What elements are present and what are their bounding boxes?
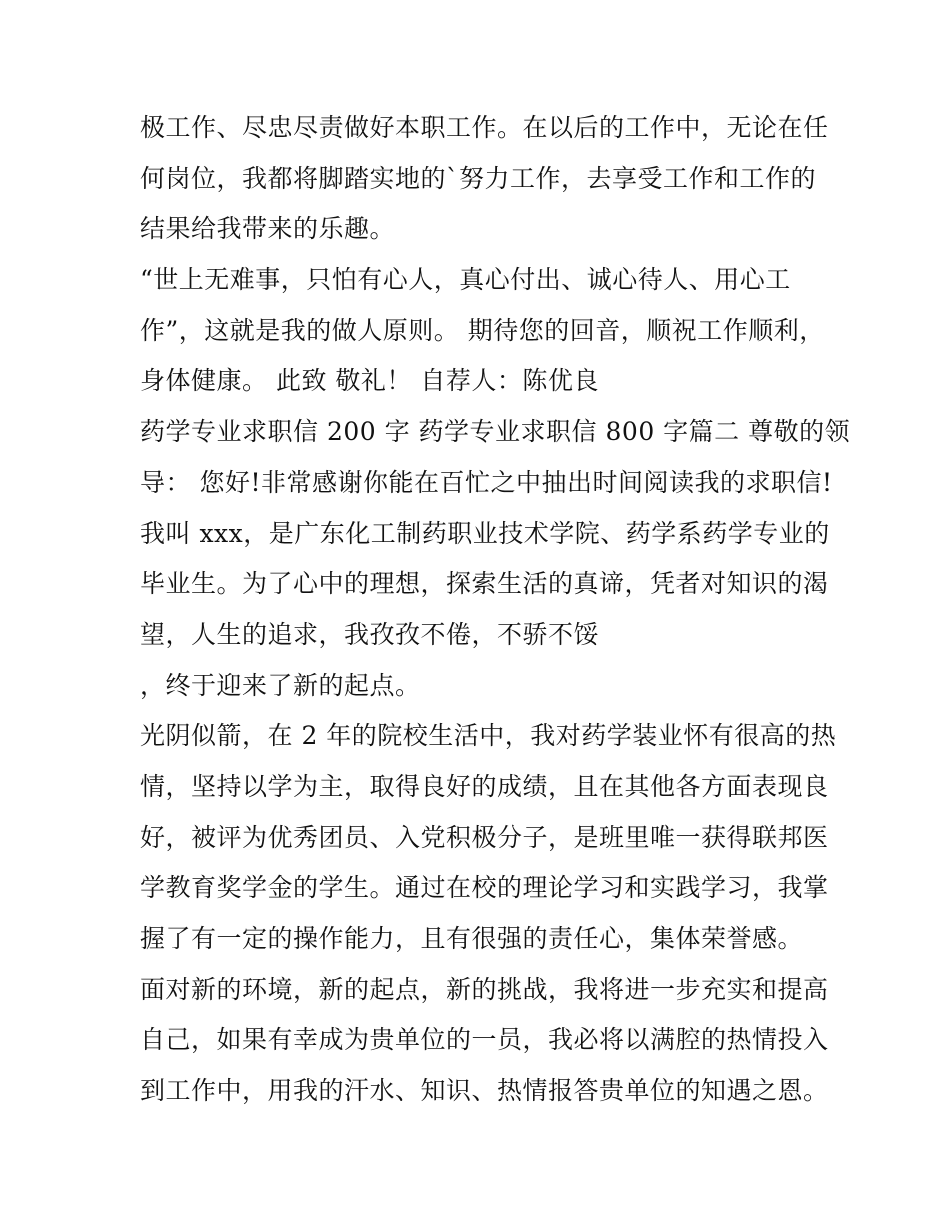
- text-line: 作”，这就是我的做人原则。 期待您的回音，顺祝工作顺利，: [140, 315, 825, 345]
- text-line: “世上无难事，只怕有心人，真心付出、诚心待人、用心工: [140, 265, 791, 295]
- text-line: 何岗位，我都将脚踏实地的`努力工作，去享受工作和工作的: [140, 163, 817, 193]
- text-line: 情，坚持以学为主，取得良好的成绩，且在其他各方面表现良: [140, 771, 829, 801]
- text-line: 结果给我带来的乐趣。: [140, 214, 396, 244]
- text-line: 面对新的环境，新的起点，新的挑战，我将进一步充实和提高: [140, 974, 829, 1004]
- text-line: 导： 您好!非常感谢你能在百忙之中抽出时间阅读我的求职信!: [140, 467, 833, 497]
- text-line: 身体健康。 此致 敬礼！ 自荐人：陈优良: [140, 366, 599, 396]
- text-line: 毕业生。为了心中的理想，探索生活的真谛，凭者对知识的渴: [140, 569, 829, 599]
- text-line: 好，被评为优秀团员、入党积极分子，是班里唯一获得联邦医: [140, 822, 829, 852]
- text-line: 自己，如果有幸成为贵单位的一员，我必将以满腔的热情投入: [140, 1025, 829, 1055]
- text-line: ，终于迎来了新的起点。: [140, 670, 421, 700]
- text-line: 握了有一定的操作能力，且有很强的责任心，集体荣誉感。: [140, 924, 804, 953]
- text-line: 我叫 xxx，是广东化工制药职业技术学院、药学系药学专业的: [140, 518, 830, 548]
- text-line: 到工作中，用我的汗水、知识、热情报答贵单位的知遇之恩。: [140, 1076, 829, 1106]
- text-line: 极工作、尽忠尽责做好本职工作。在以后的工作中，无论在任: [140, 113, 829, 142]
- text-line: 光阴似箭，在 2 年的院校生活中，我对药学装业怀有很高的热: [140, 721, 837, 751]
- text-line: 药学专业求职信 200 字 药学专业求职信 800 字篇二 尊敬的领: [140, 417, 851, 447]
- body-text: [140, 103, 851, 1117]
- text-line: 望，人生的追求，我孜孜不倦，不骄不馁: [140, 619, 600, 649]
- text-line: 学教育奖学金的学生。通过在校的理论学习和实践学习，我掌: [140, 873, 829, 903]
